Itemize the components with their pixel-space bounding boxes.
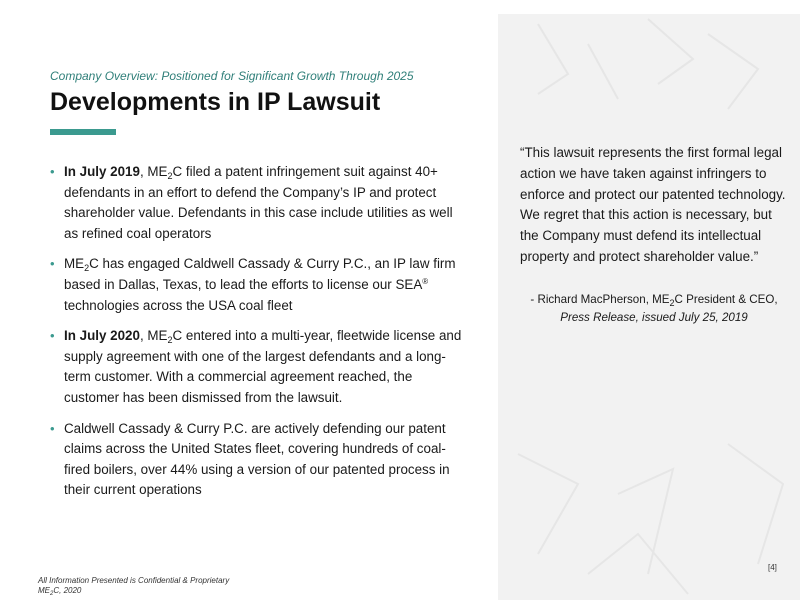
- footer: [38, 576, 229, 596]
- bullet-dot-icon: •: [50, 420, 55, 436]
- footer-text: C, 2020: [53, 586, 82, 595]
- section-subtitle: Company Overview: Positioned for Significant Growth Through 2025: [50, 69, 414, 83]
- bullet-text: C entered into a multi-year, fleetwide license and supply agreement with one of the largest defendants and a long-term customer. With a commercial agreement reached, the customer has been dismissed from the lawsuit.: [64, 328, 462, 405]
- bullet-text: Caldwell Cassady & Curry P.C. are actively defending our patent claims across the United States fleet, covering hundreds of coal-fired boilers, over 44% using a version of our patented process in their current operations: [64, 420, 450, 498]
- attribution-text: - Richard MacPherson, ME: [530, 293, 670, 306]
- registered-mark: ®: [422, 276, 429, 286]
- subscript: 2: [167, 335, 173, 346]
- attribution-name: [520, 291, 788, 309]
- press-release-date: Press Release, issued July 25, 2019: [560, 311, 748, 324]
- footer-text: ME: [38, 586, 50, 595]
- bullet-dot-icon: •: [50, 328, 55, 344]
- footer-confidential: All Information Presented is Confidential & Proprietary: [38, 576, 230, 585]
- subscript: 2: [50, 591, 54, 597]
- attribution-text: C President & CEO,: [674, 293, 778, 306]
- title-underline: [50, 129, 116, 135]
- footer-copyright: [38, 586, 229, 596]
- bullet-date: In July 2019: [64, 164, 140, 179]
- bullet-item: [50, 254, 470, 316]
- page-title: Developments in IP Lawsuit: [50, 88, 381, 116]
- subscript: 2: [167, 171, 173, 181]
- page-number: [4]: [768, 563, 777, 572]
- quote-attribution: [520, 291, 788, 327]
- bullet-text: , ME: [139, 328, 168, 344]
- ceo-quote: “This lawsuit represents the first formal legal action we have taken against infringers to enforce and protect our patented technology. We regret that this action is necessary, but the Company must defend its intellectual property and protect shareholder value.”: [520, 145, 786, 264]
- bullet-text: C has engaged Caldwell Cassady & Curry P.C., an IP law firm based in Dallas, Texas, to lead the efforts to license our SEA: [64, 256, 456, 292]
- subscript: 2: [84, 263, 90, 274]
- bullet-item: [50, 326, 470, 408]
- bullet-text: ME: [64, 256, 85, 272]
- bullet-item: [50, 419, 470, 501]
- bullet-list: [50, 162, 470, 511]
- bullet-item: [50, 162, 470, 244]
- bullet-date: In July 2020: [64, 328, 140, 344]
- bullet-text: technologies across the USA coal fleet: [64, 297, 293, 313]
- bullet-text: , ME: [139, 164, 168, 179]
- subscript: 2: [669, 298, 675, 308]
- bullet-text: C filed a patent infringement suit against 40+ defendants in an effort to defend the Company’s IP and protect shareholder value. Defendants in this case include utilities as well as refined coal operators: [64, 164, 453, 241]
- bullet-dot-icon: •: [50, 256, 55, 272]
- bullet-dot-icon: •: [50, 164, 55, 179]
